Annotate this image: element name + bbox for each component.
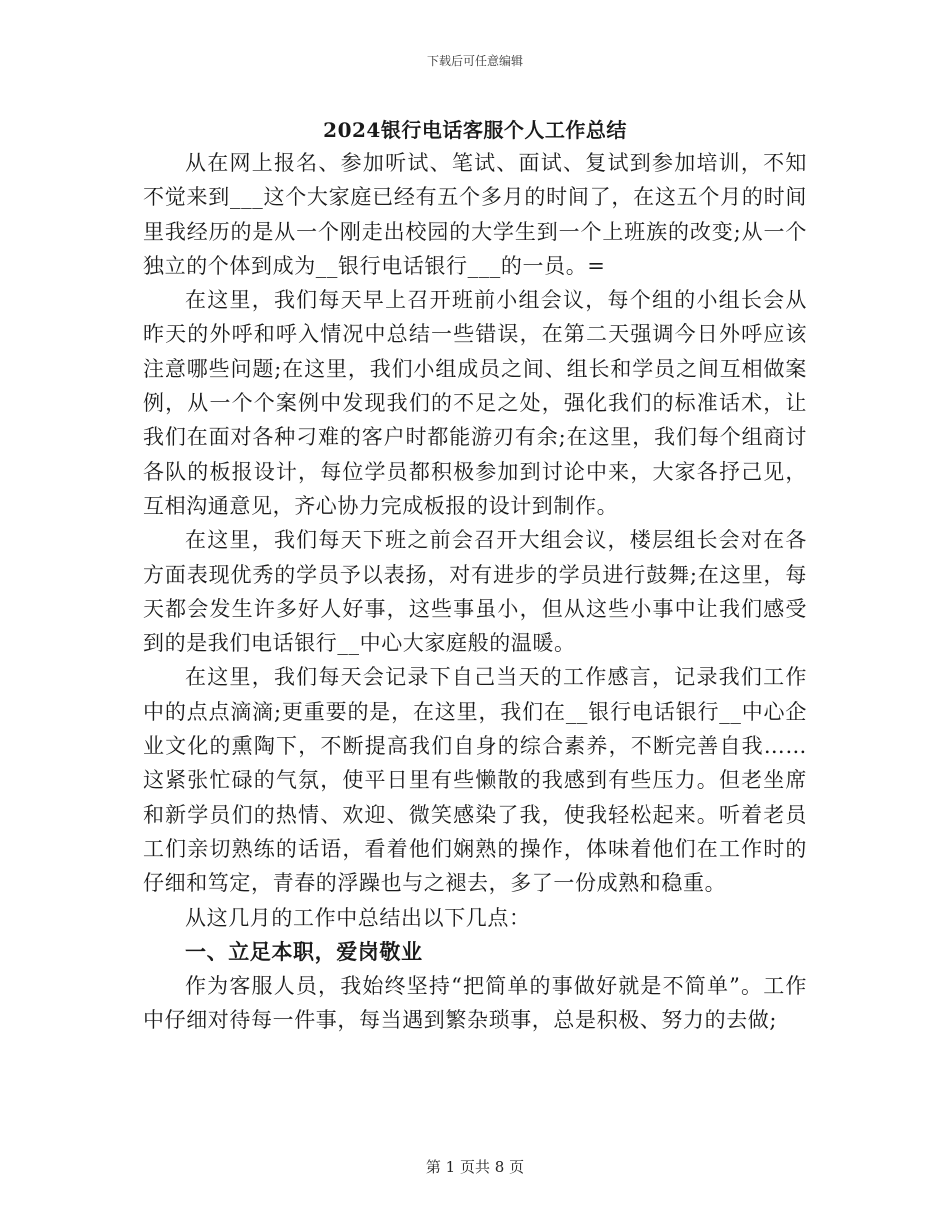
paragraph-evening-meeting: 在这里，我们每天下班之前会召开大组会议，楼层组长会对在各方面表现优秀的学员予以表扬，对有进步的学员进行鼓舞;在这里，每天都会发生许多好人好事，这些事虽小，但从这些小事中让我们感受到的是我们电话银行__中心大家庭般的温暖。 [143,528,807,656]
section-heading-1: 一、立足本职，爱岗敬业 [185,938,423,964]
paragraph-morning-meeting: 在这里，我们每天早上召开班前小组会议，每个组的小组长会从昨天的外呼和呼入情况中总结一些错误，在第二天强调今日外呼应该注意哪些问题;在这里，我们小组成员之间、组长和学员之间互相做案例，从一个个案例中发现我们的不足之处，强化我们的标准话术，让我们在面对各种刁难的客户时都能游刃有余;在这里，我们每个组商讨各队的板报设计，每位学员都积极参加到讨论中来，大家各抒己见，互相沟通意见，齐心协力完成板报的设计到制作。 [143,288,807,518]
document-body [143,146,807,1038]
page-number-footer: 第 1 页共 8 页 [425,1158,525,1176]
paragraph-summary-lead: 从这几月的工作中总结出以下几点： [185,905,531,930]
page-header-note: 下载后可任意编辑 [426,54,523,68]
document-title: 2024银行电话客服个人工作总结 [323,118,627,142]
paragraph-intro: 从在网上报名、参加听试、笔试、面试、复试到参加培训，不知不觉来到___这个大家庭已经有五个多月的时间了，在这五个月的时间里我经历的是从一个刚走出校园的大学生到一个上班族的改变;从一个独立的个体到成为__银行电话银行___的一员。= [143,151,807,278]
paragraph-daily-reflection: 在这里，我们每天会记录下自己当天的工作感言，记录我们工作中的点点滴滴;更重要的是，在这里，我们在__银行电话银行__中心企业文化的熏陶下，不断提高我们自身的综合素养，不断完善自我……这紧张忙碌的气氛，使平日里有些懒散的我感到有些压力。但老坐席和新学员们的热情、欢迎、微笑感染了我，使我轻松起来。听着老员工们亲切熟练的话语，看着他们娴熟的操作，体味着他们在工作时的仔细和笃定，青春的浮躁也与之褪去，多了一份成熟和稳重。 [143,665,807,896]
paragraph-section-1: 作为客服人员，我始终坚持“把简单的事做好就是不简单”。工作中仔细对待每一件事，每当遇到繁杂琐事，总是积极、努力的去做; [143,974,807,1033]
